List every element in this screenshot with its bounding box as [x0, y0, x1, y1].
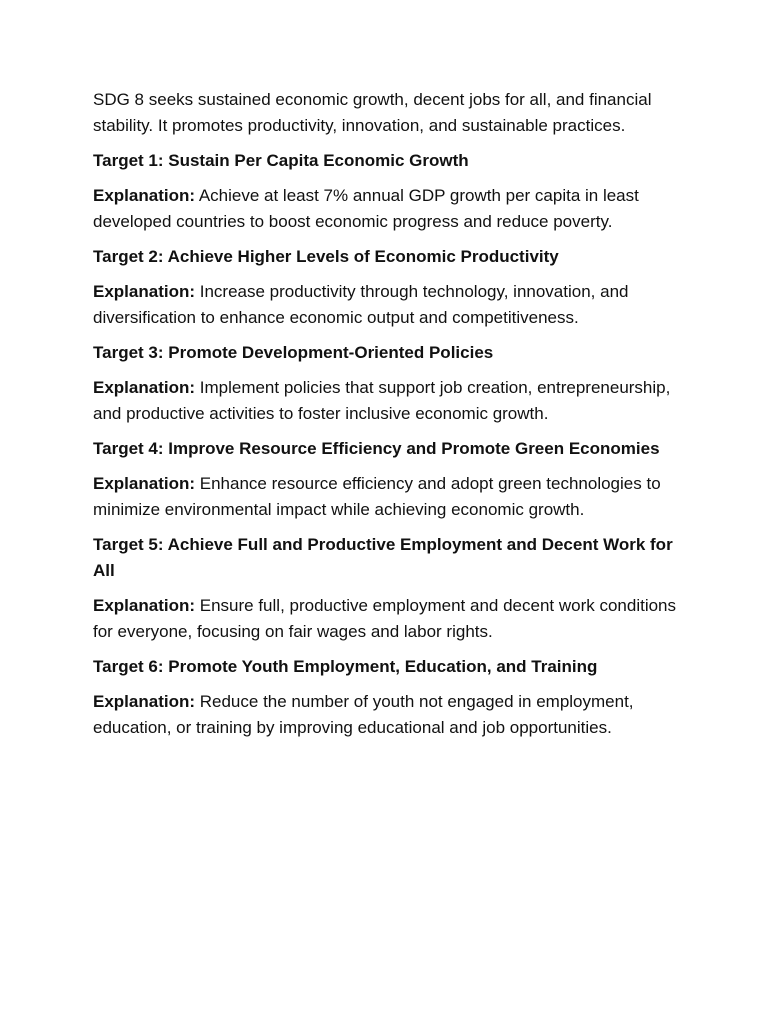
target-2-explanation-text: Increase productivity through technology, innovation, and diversification to enhance economic output and competitiveness.: [93, 282, 629, 327]
target-1-explanation: [93, 183, 693, 235]
target-2-heading: Target 2: Achieve Higher Levels of Economic Productivity: [93, 247, 559, 266]
explanation-label: Explanation:: [93, 596, 196, 615]
target-6-heading: Target 6: Promote Youth Employment, Education, and Training: [93, 657, 598, 676]
target-4-heading: Target 4: Improve Resource Efficiency and Promote Green Economies: [93, 439, 660, 458]
target-6-explanation: [93, 689, 693, 741]
target-1-explanation-text: Achieve at least 7% annual GDP growth per capita in least developed countries to boost economic progress and reduce poverty.: [93, 186, 639, 231]
target-2-explanation: [93, 279, 693, 331]
document-body: [93, 87, 693, 750]
target-5-heading: Target 5: Achieve Full and Productive Employment and Decent Work for All: [93, 535, 673, 580]
target-1-heading: Target 1: Sustain Per Capita Economic Growth: [93, 151, 469, 170]
target-3-explanation: [93, 375, 693, 427]
explanation-label: Explanation:: [93, 378, 196, 397]
target-6-explanation-text: Reduce the number of youth not engaged in employment, education, or training by improving educational and job opportunities.: [93, 692, 634, 737]
target-3-explanation-text: Implement policies that support job creation, entrepreneurship, and productive activities to foster inclusive economic growth.: [93, 378, 671, 423]
explanation-label: Explanation:: [93, 692, 196, 711]
explanation-label: Explanation:: [93, 282, 196, 301]
target-5-explanation-text: Ensure full, productive employment and decent work conditions for everyone, focusing on fair wages and labor rights.: [93, 596, 677, 641]
explanation-label: Explanation:: [93, 186, 196, 205]
target-4-explanation-text: Enhance resource efficiency and adopt green technologies to minimize environmental impact while achieving economic growth.: [93, 474, 661, 519]
target-3-heading: Target 3: Promote Development-Oriented Policies: [93, 343, 494, 362]
intro-paragraph: SDG 8 seeks sustained economic growth, decent jobs for all, and financial stability. It promotes productivity, innovation, and sustainable practices.: [93, 90, 652, 135]
explanation-label: Explanation:: [93, 474, 196, 493]
target-4-explanation: [93, 471, 693, 523]
target-5-explanation: [93, 593, 693, 645]
